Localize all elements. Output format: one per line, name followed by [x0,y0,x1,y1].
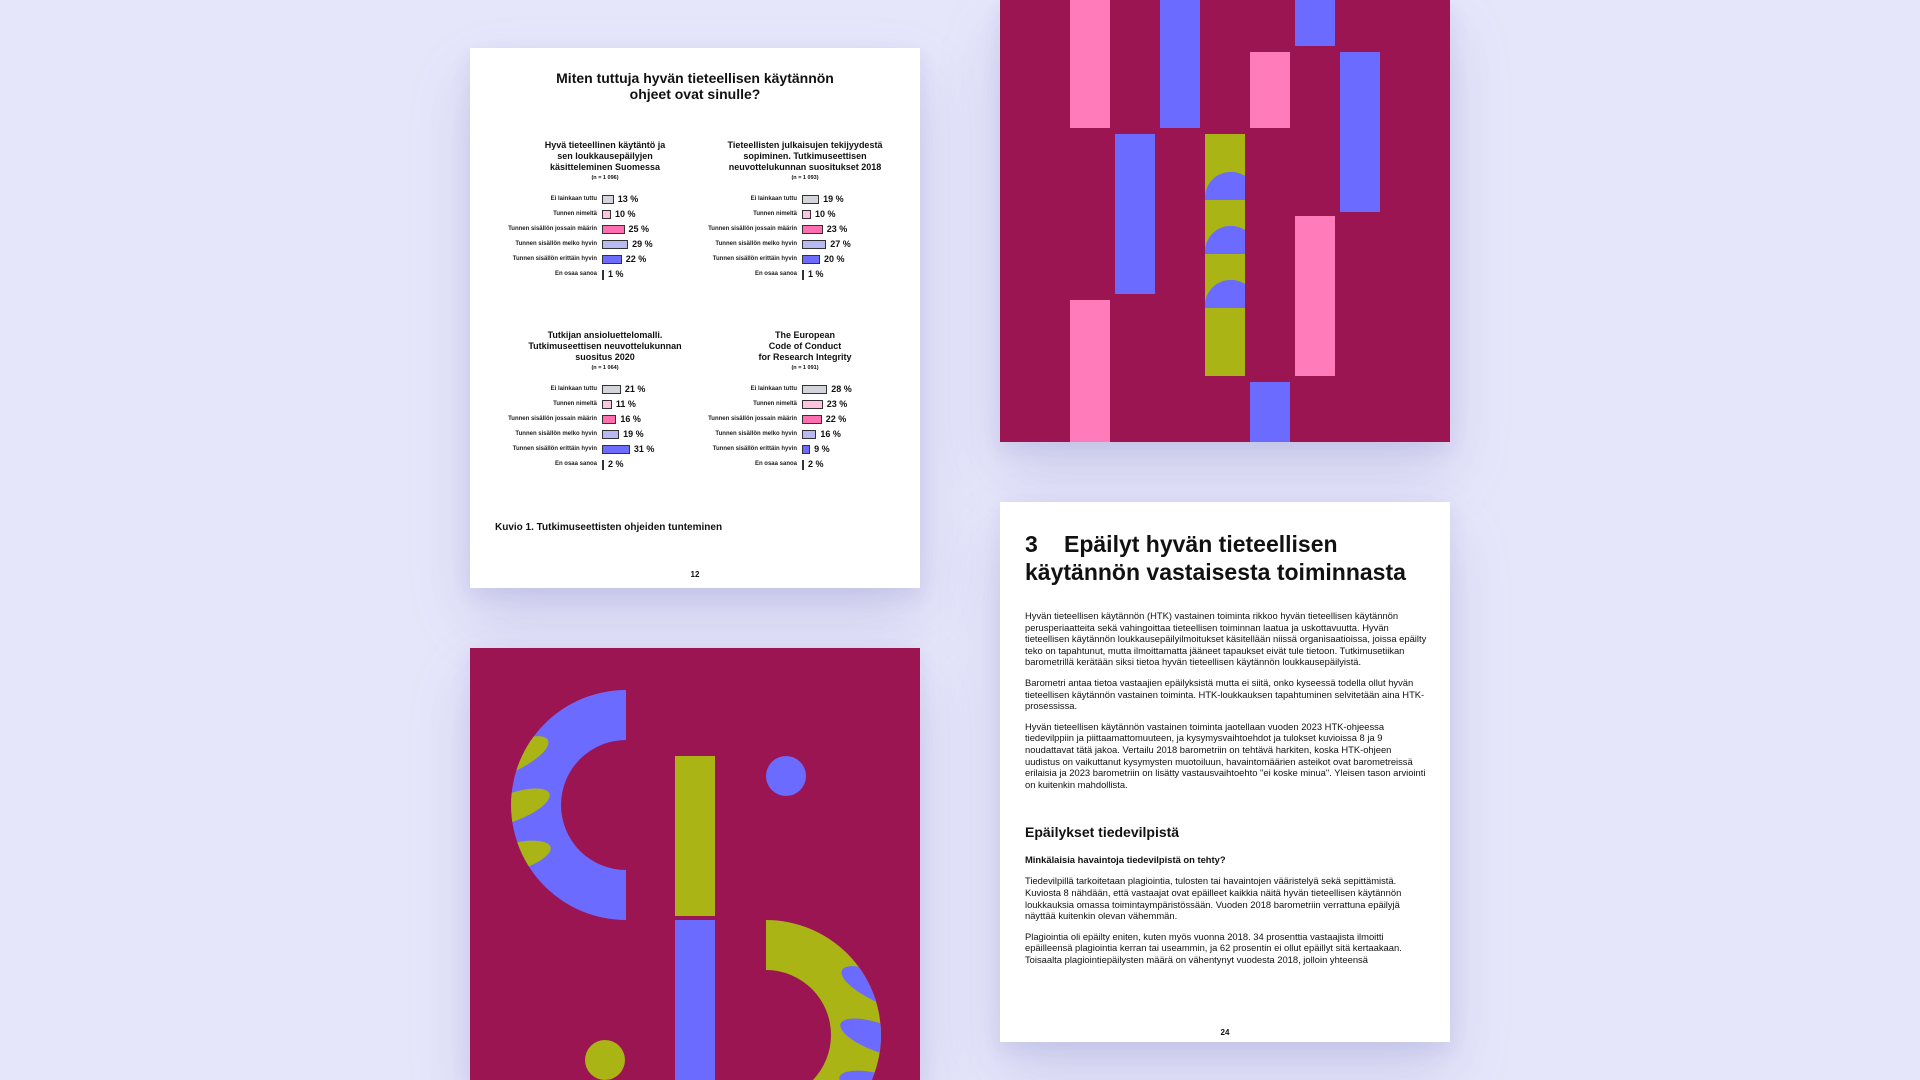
bar-row [710,223,900,238]
bar-row [710,413,900,428]
category-label: Tunnen sisällön erittäin hyvin [512,256,597,262]
sample-size: (n = 1 093) [791,175,819,181]
category-label: Ei lainkaan tuttu [750,386,797,392]
category-label: Tunnen sisällön melko hyvin [515,241,597,247]
category-label: Tunnen nimeltä [553,211,597,217]
chart-page [470,48,920,588]
paragraph: Hyvän tieteellisen käytännön vastainen toiminta jaotellaan vuoden 2023 HTK-ohjeessa tiedevilppiin ja piittaamattomuuteen, ja kysymysvaihtoehdot ja tulokset kuvioissa 8 ja 9 noudattavat tätä jakoa. Vertailu 2018 barometriin on tehtävä harkiten, koska HTK-ohjeen uudistus on vaikuttanut kysymysten muotoiluun, havaintomäärien asteikot ovat barometreissä erilaisia ja 2023 barometriin on lisätty vastausvaihtoehto "ei koske minua". Yleisen tason arviointi on kuitenkin mahdollista. [1025,720,1426,790]
bar [602,460,604,470]
category-label: Tunnen nimeltä [753,211,797,217]
bar-row [510,398,700,413]
bar-row [710,458,900,473]
bar [602,225,625,234]
bar-row [510,268,700,283]
bar-row [510,223,700,238]
page-number: 12 [690,570,700,579]
body-text [1025,610,1427,974]
value-label: 23 % [826,399,848,409]
value-label: 25 % [628,224,650,234]
bar [602,210,611,219]
bar-row [710,238,900,253]
bar [602,445,630,454]
bar-row [510,413,700,428]
value-label: 9 % [814,444,830,454]
value-label: 10 % [615,209,636,219]
value-label: 19 % [623,429,644,439]
category-label: Ei lainkaan tuttu [750,196,797,202]
bar [802,225,823,234]
shapes-pattern-graphic [470,648,920,1080]
section-subheading: Epäilykset tiedevilpistä [1025,824,1180,841]
value-label: 1 % [608,269,624,279]
bar [802,240,826,249]
value-label: 29 % [632,239,653,249]
bar [802,415,822,424]
value-label: 2 % [808,459,824,469]
value-label: 10 % [815,209,836,219]
category-label: En osaa sanoa [754,271,797,277]
category-label: Tunnen sisällön jossain määrin [508,416,597,422]
bar-chart-4 [710,330,900,473]
bar [602,415,616,424]
bar [602,430,619,439]
chapter-heading: 3 Epäilyt hyvän tieteellisen käytännön vastaisesta toiminnasta [1025,531,1406,585]
bar-row [510,383,700,398]
category-label: Tunnen sisällön erittäin hyvin [512,446,597,452]
value-label: 20 % [824,254,845,264]
bar [602,255,622,264]
value-label: 31 % [633,444,655,454]
bar-row [710,253,900,268]
bar-row [710,443,900,458]
bar [602,270,604,280]
value-label: 16 % [820,429,841,439]
bar-row [710,383,900,398]
category-label: En osaa sanoa [554,271,597,277]
category-label: Tunnen sisällön jossain määrin [708,226,797,232]
decorative-artwork-shapes [470,648,920,1080]
value-label: 22 % [825,414,847,424]
paragraph: Tiedevilpillä tarkoitetaan plagiointia, tulosten tai havaintojen vääristelyä sekä sepittämistä. Kuviosta 8 nähdään, että vastaajat ovat epäilleet kaikkia näitä hyvän tieteellisen käytännön loukkauksia omassa toimintaympäristössään. Vuoden 2018 barometriin verrattuna epäilyjä näyttää kuitenkin olevan vähemmän. [1025,875,1402,922]
category-label: Tunnen sisällön melko hyvin [715,431,797,437]
bar [602,400,612,409]
bar [802,210,811,219]
category-label: En osaa sanoa [754,461,797,467]
bar [802,400,823,409]
bar-row [510,193,700,208]
bar-chart-3 [510,330,700,473]
bar [802,430,816,439]
category-label: Tunnen sisällön melko hyvin [715,241,797,247]
bar-row [710,398,900,413]
category-label: Tunnen nimeltä [553,401,597,407]
bar [802,255,820,264]
sample-size: (n = 1 096) [591,175,619,181]
bar-row [710,428,900,443]
value-label: 23 % [826,224,848,234]
value-label: 28 % [831,384,852,394]
bar-chart-2 [710,140,900,283]
bar-row [510,428,700,443]
paragraph: Plagiointia oli epäilty eniten, kuten myös vuonna 2018. 34 prosenttia vastaajista ilmoitti epäilleensä plagiointia kerran tai useammin, ja 62 prosentin ei ollut epäillyt sitä kertaakaan. Toisaalta plagiointiepäilysten määrä on vähentynyt vuodesta 2018, jolloin yhteensä [1025,930,1402,965]
value-label: 2 % [608,459,624,469]
value-label: 27 % [830,239,851,249]
bar [602,195,614,204]
chart-title: Hyvä tieteellinen käytäntö ja sen loukkausepäilyjen käsitteleminen Suomessa [544,140,666,172]
bar-chart-1 [510,140,700,283]
category-label: Tunnen sisällön erittäin hyvin [712,446,797,452]
paragraph: Barometri antaa tietoa vastaajien epäilyksistä mutta ei siitä, onko kyseessä todella ollut hyvän tieteellisen käytännön vastainen toiminta. HTK-loukkauksen tapahtuminen selvitetään aina HTK-prosessissa. [1025,676,1425,712]
bar-row [710,193,900,208]
value-label: 19 % [823,194,844,204]
category-label: En osaa sanoa [554,461,597,467]
paragraph: Hyvän tieteellisen käytännön (HTK) vastainen toiminta rikkoo hyvän tieteellisen käytännön perusperiaatteita sekä vahingoittaa tieteellisen toiminnan laatua ja uskottavuutta. Hyvän tieteellisen käytännön loukkausepäilyilmoitukset käsitellään niissä organisaatioissa, joissa epäilty teko on tapahtunut, mutta ilmoittamatta jääneet tapaukset eivät tule tietoon. Tutkimusetiikan barometrillä kerätään siksi tietoa hyvän tieteellisen käytännön loukkausepäilyistä. [1025,610,1427,668]
bar [602,240,628,249]
page-number: 24 [1220,1028,1230,1037]
bar [802,270,804,280]
category-label: Ei lainkaan tuttu [550,196,597,202]
figure-caption: Kuvio 1. Tutkimuseettisten ohjeiden tunteminen [495,522,723,533]
bar [802,445,810,454]
value-label: 16 % [620,414,641,424]
category-label: Tunnen sisällön jossain määrin [508,226,597,232]
chart-title: Tutkijan ansioluettelomalli. Tutkimuseettisen neuvottelukunnan suositus 2020 [528,330,682,362]
question-heading: Minkälaisia havaintoja tiedevilpistä on tehty? [1025,854,1226,866]
sample-size: (n = 1 091) [791,365,819,371]
text-page [1000,502,1450,1042]
bar-row [510,443,700,458]
value-label: 21 % [624,384,646,394]
category-label: Tunnen sisällön melko hyvin [515,431,597,437]
chart-title: The European Code of Conduct for Research Integrity [758,330,852,362]
decorative-artwork-bars [1000,0,1450,442]
bar-row [510,208,700,223]
bar-row [710,268,900,283]
bar-row [710,208,900,223]
value-label: 13 % [617,194,639,204]
chart-title: Tieteellisten julkaisujen tekijyydestä sopiminen. Tutkimuseettisen neuvottelukunnan suositukset 2018 [727,140,883,172]
value-label: 22 % [625,254,647,264]
category-label: Tunnen sisällön erittäin hyvin [712,256,797,262]
category-label: Tunnen sisällön jossain määrin [708,416,797,422]
chart-page-title: Miten tuttuja hyvän tieteellisen käytännön ohjeet ovat sinulle? [556,70,834,102]
bars-pattern-graphic [1000,0,1450,442]
bar-row [510,238,700,253]
bar-row [510,253,700,268]
value-label: 11 % [615,399,636,409]
category-label: Ei lainkaan tuttu [550,386,597,392]
bar [602,385,621,394]
bar [802,385,827,394]
value-label: 1 % [808,269,824,279]
sample-size: (n = 1 064) [591,365,619,371]
bar [802,460,804,470]
bar [802,195,819,204]
bar-row [510,458,700,473]
category-label: Tunnen nimeltä [753,401,797,407]
